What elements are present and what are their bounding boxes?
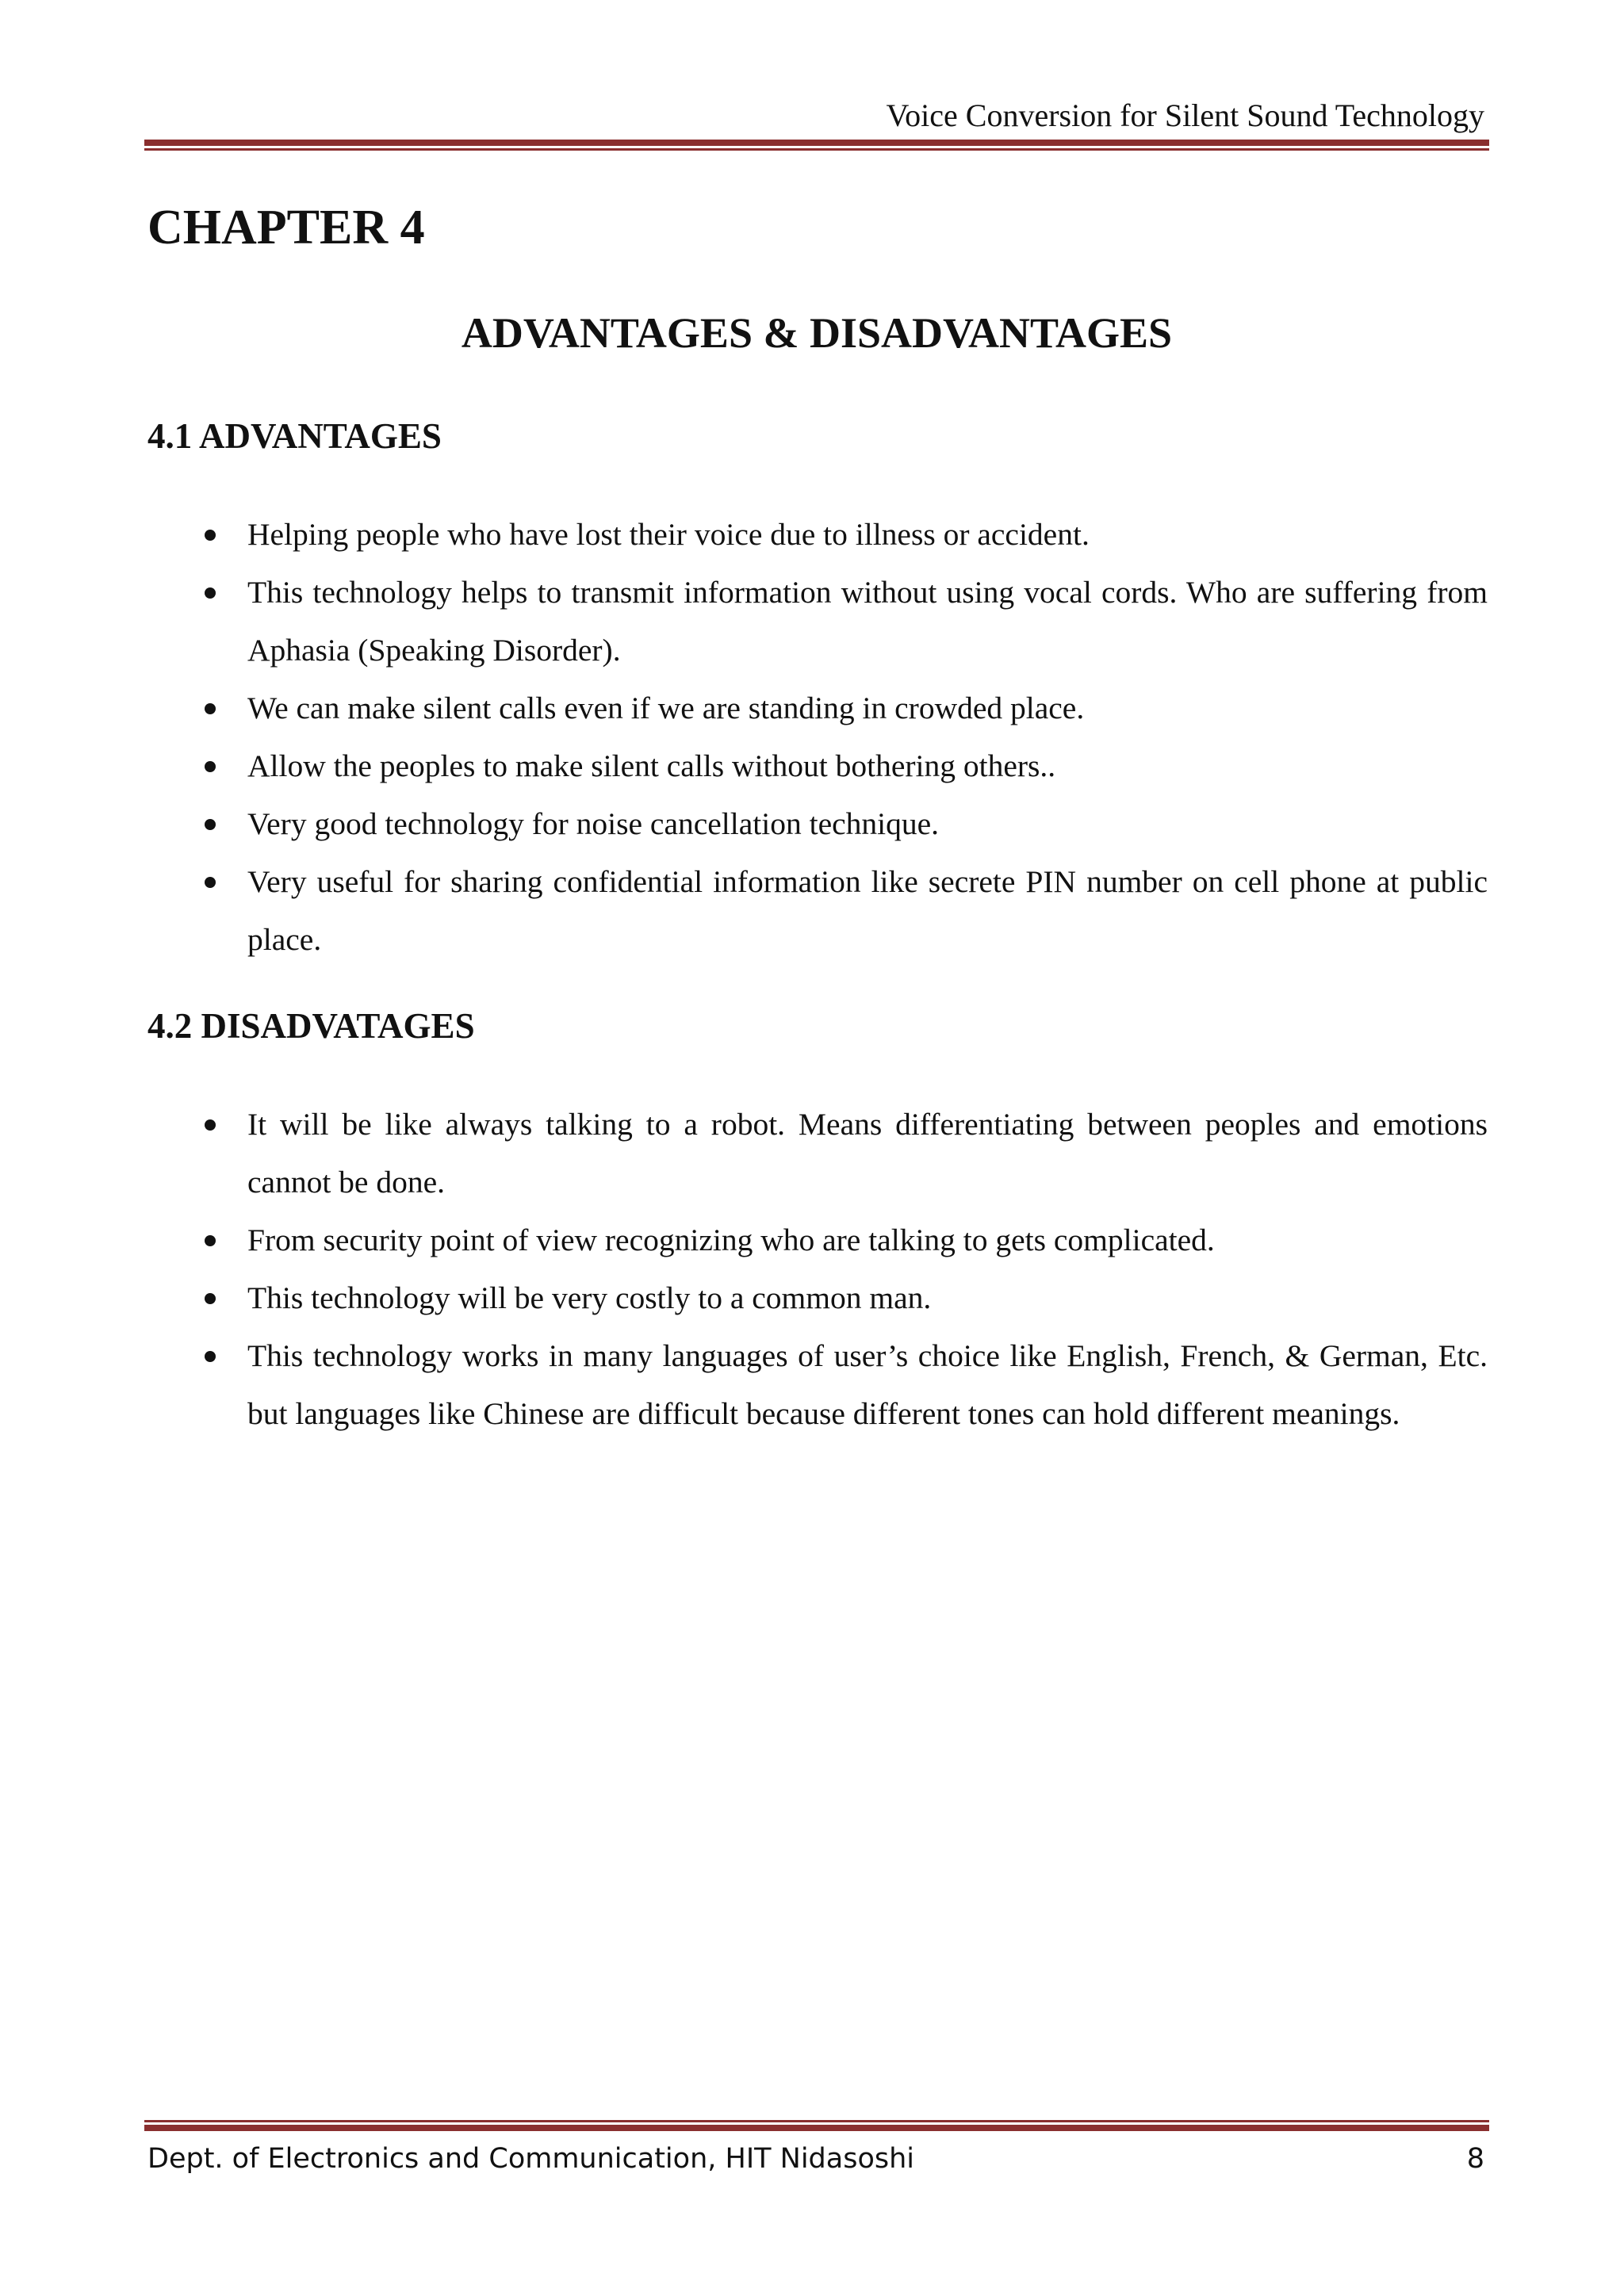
page-number: 8 <box>1466 2143 1484 2175</box>
disadvantages-heading: 4.2 DISADVATAGES <box>147 1006 475 1046</box>
list-item <box>147 853 1488 969</box>
running-header-title: Voice Conversion for Silent Sound Technology <box>886 98 1484 133</box>
list-item-text: This technology works in many languages of user’s choice like English, French, & German, Etc. but languages like Chinese are difficult because different tones can hold different meanings. <box>247 1338 1488 1431</box>
list-item-text: This technology will be very costly to a common man. <box>247 1280 932 1315</box>
footer-department: Dept. of Electronics and Communication, HIT Nidasoshi <box>147 2143 915 2175</box>
list-item-text: From security point of view recognizing who are talking to gets complicated. <box>247 1223 1215 1257</box>
list-item-text: We can make silent calls even if we are standing in crowded place. <box>247 691 1085 725</box>
chapter-title: ADVANTAGES & DISADVANTAGES <box>461 309 1173 357</box>
list-item <box>147 1096 1488 1211</box>
list-item-text: Helping people who have lost their voice due to illness or accident. <box>247 517 1090 552</box>
bullet-icon <box>205 877 216 888</box>
list-item <box>147 1211 1488 1269</box>
bullet-icon <box>205 761 216 772</box>
footer-rule <box>144 2120 1489 2131</box>
list-item <box>147 737 1488 795</box>
list-item-text: It will be like always talking to a robot. Means differentiating between peoples and emotions cannot be done. <box>247 1107 1488 1200</box>
list-item-text: Very good technology for noise cancellation technique. <box>247 806 940 841</box>
list-item <box>147 1327 1488 1443</box>
chapter-label: CHAPTER 4 <box>147 201 425 254</box>
bullet-icon <box>205 587 216 599</box>
bullet-icon <box>205 819 216 830</box>
header-rule-thin <box>144 148 1489 151</box>
list-item <box>147 1269 1488 1327</box>
list-item-text: This technology helps to transmit information without using vocal cords. Who are suffering from Aphasia (Speaking Disorder). <box>247 575 1488 668</box>
bullet-icon <box>205 1293 216 1304</box>
header-rule <box>144 140 1489 151</box>
bullet-icon <box>205 1119 216 1131</box>
bullet-icon <box>205 703 216 714</box>
advantages-list <box>147 506 1488 969</box>
list-item-text: Allow the peoples to make silent calls without bothering others.. <box>247 748 1056 783</box>
advantages-heading: 4.1 ADVANTAGES <box>147 416 442 456</box>
list-item <box>147 506 1488 564</box>
list-item <box>147 564 1488 679</box>
footer-rule-thick <box>144 2125 1489 2131</box>
disadvantages-list <box>147 1096 1488 1443</box>
list-item-text: Very useful for sharing confidential information like secrete PIN number on cell phone at public place. <box>247 864 1488 957</box>
bullet-icon <box>205 1351 216 1362</box>
bullet-icon <box>205 530 216 541</box>
list-item <box>147 795 1488 853</box>
list-item <box>147 679 1488 737</box>
header-rule-thick <box>144 140 1489 146</box>
bullet-icon <box>205 1235 216 1246</box>
